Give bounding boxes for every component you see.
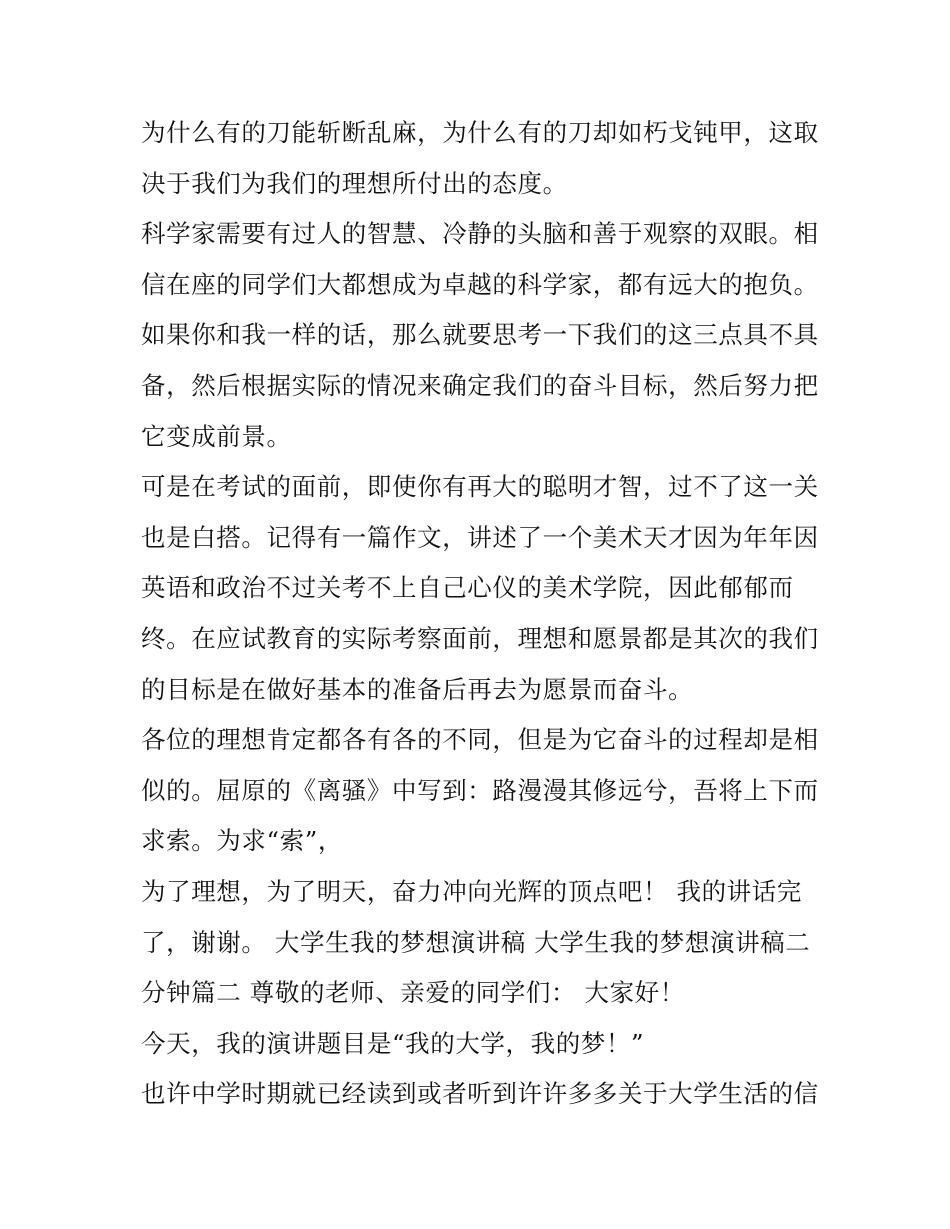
text-line: 的目标是在做好基本的准备后再去为愿景而奋斗。	[141, 674, 694, 704]
text-line: 也许中学时期就已经读到或者听到许许多多关于大学生活的信	[141, 1079, 819, 1109]
text-line: 决于我们为我们的理想所付出的态度。	[141, 168, 568, 198]
text-line: 今天，我的演讲题目是“我的大学，我的梦！”	[141, 1028, 645, 1058]
text-line: 备，然后根据实际的情况来确定我们的奋斗目标，然后努力把	[141, 370, 819, 400]
text-line: 英语和政治不过关考不上自己心仪的美术学院，因此郁郁而	[141, 573, 794, 603]
text-line: 为什么有的刀能斩断乱麻，为什么有的刀却如朽戈钝甲，这取	[141, 118, 819, 147]
text-line: 了，谢谢。 大学生我的梦想演讲稿 大学生我的梦想演讲稿二	[141, 927, 811, 957]
document-body	[141, 108, 821, 1120]
text-line: 可是在考试的面前，即使你有再大的聪明才智，过不了这一关	[141, 472, 819, 502]
text-line: 似的。屈原的《离骚》中写到：路漫漫其修远兮，吾将上下而	[141, 775, 819, 805]
text-line: 分钟篇二 尊敬的老师、亲爱的同学们： 大家好！	[141, 978, 685, 1008]
text-line: 信在座的同学们大都想成为卓越的科学家，都有远大的抱负。	[141, 269, 819, 299]
text-line: 为了理想，为了明天，奋力冲向光辉的顶点吧！ 我的讲话完	[141, 876, 802, 906]
text-line: 各位的理想肯定都各有各的不同，但是为它奋斗的过程却是相	[141, 725, 819, 755]
text-line: 科学家需要有过人的智慧、冷静的头脑和善于观察的双眼。相	[141, 219, 819, 249]
text-line: 也是白搭。记得有一篇作文，讲述了一个美术天才因为年年因	[141, 522, 819, 552]
text-line: 终。在应试教育的实际考察面前，理想和愿景都是其次的我们	[141, 623, 819, 653]
text-line: 求索。为求“索”，	[141, 826, 343, 856]
text-line: 如果你和我一样的话，那么就要思考一下我们的这三点具不具	[141, 320, 819, 350]
text-line: 它变成前景。	[141, 421, 292, 451]
